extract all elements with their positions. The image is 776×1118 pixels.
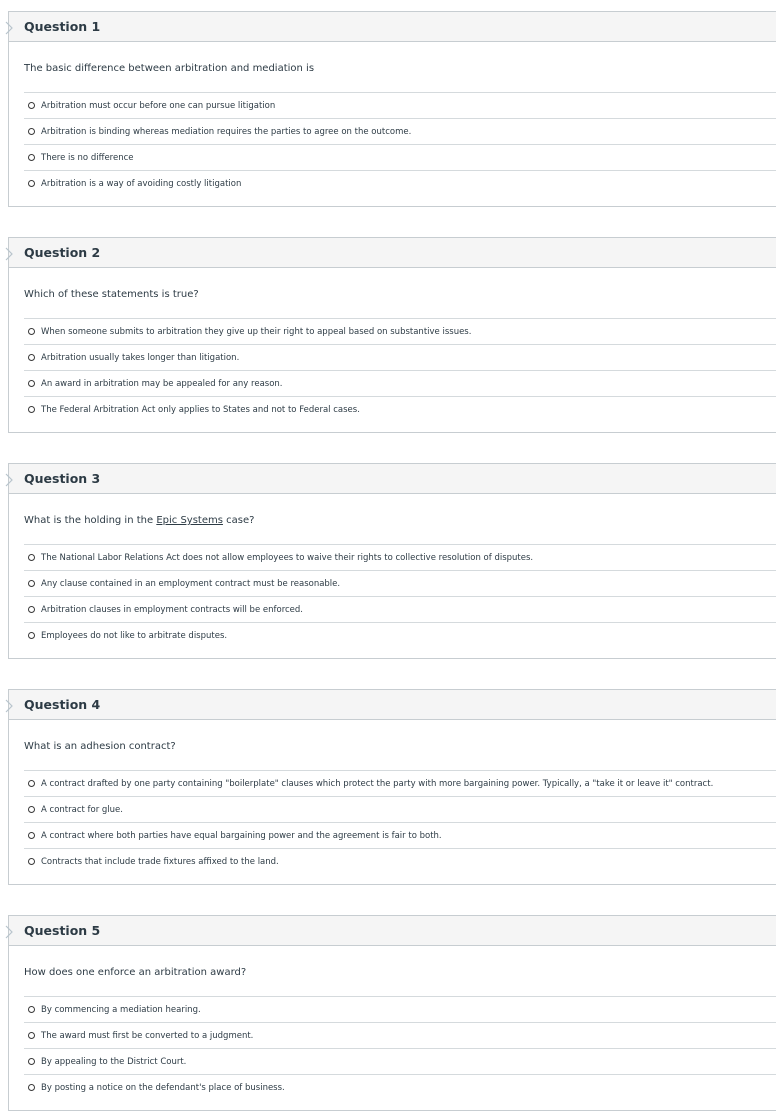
question-header bbox=[9, 690, 776, 720]
radio-button[interactable] bbox=[28, 1084, 35, 1091]
answer-option[interactable] bbox=[24, 118, 776, 144]
answer-option[interactable] bbox=[24, 544, 776, 570]
question-text-end: case? bbox=[222, 515, 255, 526]
chevron-right-icon bbox=[4, 21, 14, 35]
answer-label: By posting a notice on the defendant's place of business. bbox=[41, 1082, 285, 1093]
answer-option[interactable] bbox=[24, 170, 776, 196]
radio-button[interactable] bbox=[28, 554, 35, 561]
answer-option[interactable] bbox=[24, 1048, 776, 1074]
answer-label: Employees do not like to arbitrate disputes. bbox=[41, 630, 228, 641]
question-title: Question 5 bbox=[24, 923, 101, 938]
answer-label: A contract drafted by one party containing "boilerplate" clauses which protect the party with more bargaining power. Typically, a "take it or leave it" contract. bbox=[41, 778, 714, 789]
answer-label: Arbitration clauses in employment contracts will be enforced. bbox=[41, 604, 304, 615]
epic-systems-link[interactable]: Epic Systems bbox=[156, 515, 223, 526]
radio-button[interactable] bbox=[28, 632, 35, 639]
answer-option[interactable] bbox=[24, 1074, 776, 1100]
answer-option[interactable] bbox=[24, 344, 776, 370]
answer-option[interactable] bbox=[24, 848, 776, 874]
answer-label: There is no difference bbox=[41, 152, 134, 163]
answer-list bbox=[24, 996, 776, 1100]
answer-list bbox=[24, 770, 776, 874]
radio-button[interactable] bbox=[28, 1006, 35, 1013]
answer-label: Contracts that include trade fixtures affixed to the land. bbox=[41, 856, 279, 867]
answer-label: Arbitration is a way of avoiding costly litigation bbox=[41, 178, 242, 189]
question-title: Question 4 bbox=[24, 697, 101, 712]
answer-option[interactable] bbox=[24, 796, 776, 822]
answer-option[interactable] bbox=[24, 92, 776, 118]
answer-label: The National Labor Relations Act does not allow employees to waive their rights to collective resolution of disputes. bbox=[41, 552, 534, 563]
answer-label: By appealing to the District Court. bbox=[41, 1056, 187, 1067]
answer-label: When someone submits to arbitration they give up their right to appeal based on substantive issues. bbox=[41, 326, 472, 337]
question-title: Question 2 bbox=[24, 245, 101, 260]
question-text: How does one enforce an arbitration award? bbox=[24, 967, 247, 978]
answer-list bbox=[24, 544, 776, 648]
answer-label: Arbitration usually takes longer than litigation. bbox=[41, 352, 240, 363]
question-text: What is an adhesion contract? bbox=[24, 741, 176, 752]
radio-button[interactable] bbox=[28, 580, 35, 587]
radio-button[interactable] bbox=[28, 806, 35, 813]
answer-option[interactable] bbox=[24, 996, 776, 1022]
radio-button[interactable] bbox=[28, 180, 35, 187]
question-card bbox=[8, 915, 776, 1111]
answer-option[interactable] bbox=[24, 370, 776, 396]
chevron-right-icon bbox=[4, 247, 14, 261]
radio-button[interactable] bbox=[28, 780, 35, 787]
radio-button[interactable] bbox=[28, 606, 35, 613]
answer-list bbox=[24, 318, 776, 422]
question-card bbox=[8, 237, 776, 433]
radio-button[interactable] bbox=[28, 832, 35, 839]
question-header bbox=[9, 916, 776, 946]
radio-button[interactable] bbox=[28, 328, 35, 335]
answer-option[interactable] bbox=[24, 1022, 776, 1048]
answer-label: Arbitration must occur before one can pursue litigation bbox=[41, 100, 276, 111]
answer-label: The award must first be converted to a judgment. bbox=[41, 1030, 254, 1041]
answer-label: Any clause contained in an employment contract must be reasonable. bbox=[41, 578, 341, 589]
radio-button[interactable] bbox=[28, 858, 35, 865]
question-card bbox=[8, 689, 776, 885]
answer-label: An award in arbitration may be appealed for any reason. bbox=[41, 378, 283, 389]
question-header bbox=[9, 238, 776, 268]
radio-button[interactable] bbox=[28, 102, 35, 109]
answer-label: A contract for glue. bbox=[41, 804, 123, 815]
question-text-start: What is the holding in the bbox=[24, 515, 157, 526]
answer-label: By commencing a mediation hearing. bbox=[41, 1004, 201, 1015]
answer-option[interactable] bbox=[24, 622, 776, 648]
answer-label: A contract where both parties have equal bargaining power and the agreement is fair to both. bbox=[41, 830, 442, 841]
question-title: Question 1 bbox=[24, 19, 101, 34]
answer-option[interactable] bbox=[24, 770, 776, 796]
chevron-right-icon bbox=[4, 699, 14, 713]
answer-option[interactable] bbox=[24, 596, 776, 622]
question-card bbox=[8, 463, 776, 659]
radio-button[interactable] bbox=[28, 1058, 35, 1065]
question-header bbox=[9, 12, 776, 42]
answer-option[interactable] bbox=[24, 570, 776, 596]
radio-button[interactable] bbox=[28, 128, 35, 135]
question-card bbox=[8, 11, 776, 207]
question-text bbox=[24, 515, 254, 526]
question-header bbox=[9, 464, 776, 494]
radio-button[interactable] bbox=[28, 154, 35, 161]
answer-list bbox=[24, 92, 776, 196]
answer-option[interactable] bbox=[24, 144, 776, 170]
answer-option[interactable] bbox=[24, 396, 776, 422]
answer-option[interactable] bbox=[24, 822, 776, 848]
answer-label: The Federal Arbitration Act only applies to States and not to Federal cases. bbox=[41, 404, 360, 415]
question-title: Question 3 bbox=[24, 471, 101, 486]
radio-button[interactable] bbox=[28, 406, 35, 413]
radio-button[interactable] bbox=[28, 1032, 35, 1039]
answer-label: Arbitration is binding whereas mediation requires the parties to agree on the outcome. bbox=[41, 126, 412, 137]
question-text: The basic difference between arbitration and mediation is bbox=[24, 63, 315, 74]
chevron-right-icon bbox=[4, 473, 14, 487]
chevron-right-icon bbox=[4, 925, 14, 939]
question-text: Which of these statements is true? bbox=[24, 289, 199, 300]
answer-option[interactable] bbox=[24, 318, 776, 344]
radio-button[interactable] bbox=[28, 354, 35, 361]
radio-button[interactable] bbox=[28, 380, 35, 387]
